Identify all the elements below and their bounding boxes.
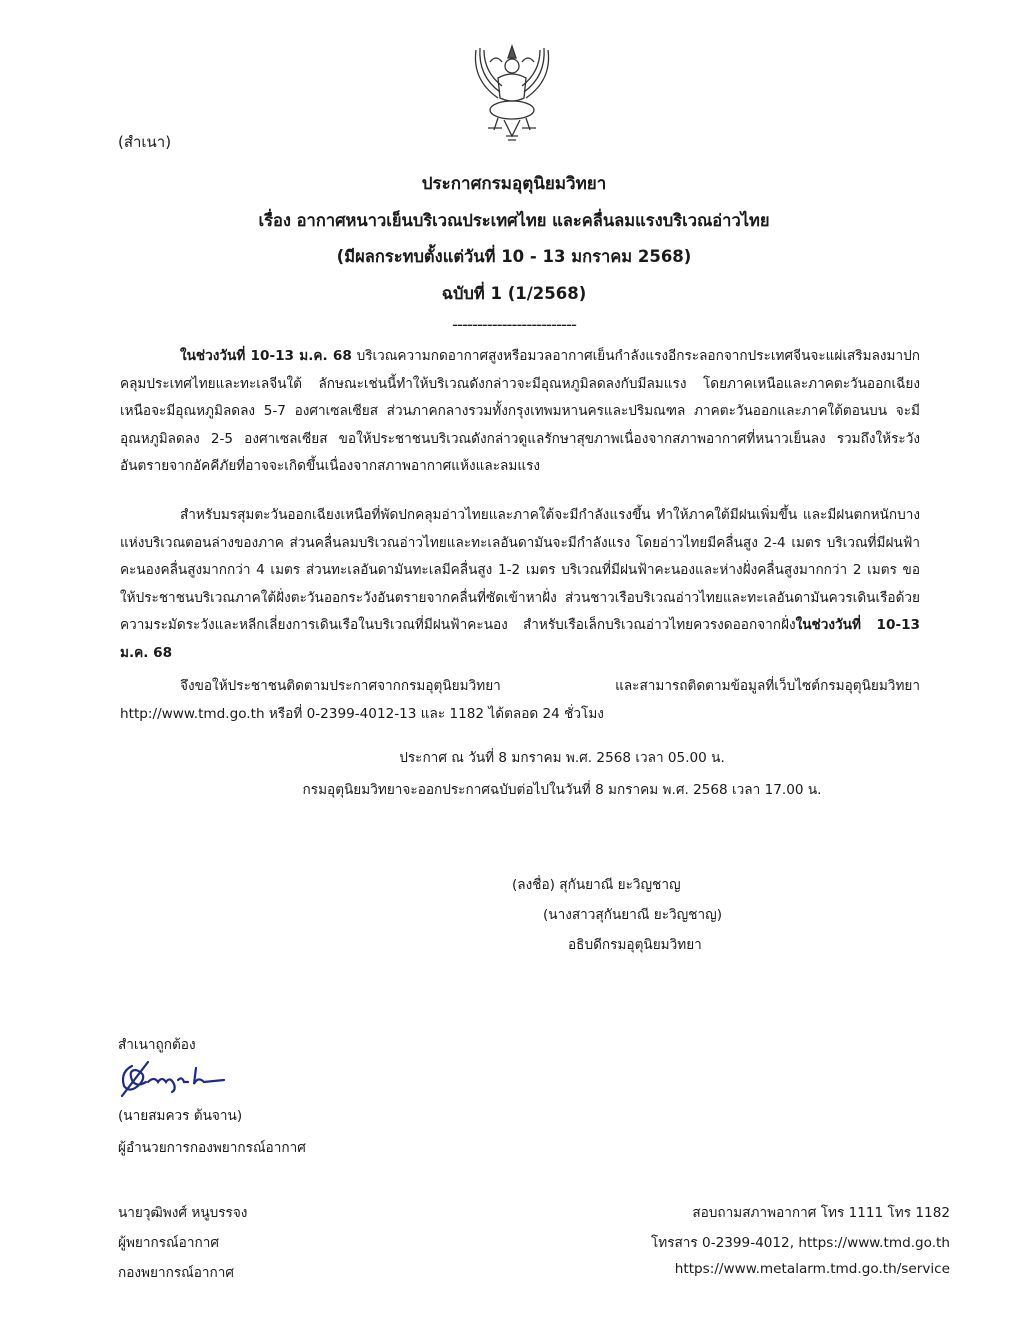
paragraph-text: สำหรับมรสุมตะวันออกเฉียงเหนือที่พัดปกคลุมอ่าวไทยและภาคใต้จะมีกำลังแรงขึ้น ทำให้ภาคใต้มีฝนเพิ่มขึ้น และมีฝนตกหนักบางแห่งบริเวณตอนล่างของภาค ส่วนคลื่นลมบริเวณอ่าวไทยและทะเลอันดามันจะมีกำลังแรง โดยอ่าวไทยมีคลื่นสูง 2-4 เมตร บริเวณที่มีฝนฟ้าคะนองคลื่นสูงมากกว่า 4 เมตร ส่วนทะเลอันดามันทะเลมีคลื่นสูง 1-2 เมตร บริเวณที่มีฝนฟ้าคะนองและห่างฝั่งคลื่นสูงมากกว่า 2 เมตร ขอให้ประชาชนบริเวณภาคใต้ฝั่งตะวันออกระวังอันตรายจากคลื่นที่ซัดเข้าหาฝั่ง ส่วนชาวเรือบริเวณอ่าวไทยและทะเลอันดามันควรเดินเรือด้วยความระมัดระวังและหลีกเลี่ยงการเดินเรือในบริเวณที่มีฝนฟ้าคะนอง สำหรับเรือเล็กบริเวณอ่าวไทยควรงดออกจากฝั่ง	[120, 507, 920, 634]
fax-and-website: โทรสาร 0-2399-4012, https://www.tmd.go.th	[650, 1235, 950, 1251]
signed-by: (ลงชื่อ) สุกันยาณี ยะวิญชาญ	[512, 877, 681, 893]
date-range-emphasis: ในช่วงวันที่ 10-13 ม.ค. 68	[180, 348, 352, 364]
certified-copy-label: สำเนาถูกต้อง	[118, 1037, 196, 1053]
copy-label: (สำเนา)	[118, 133, 172, 151]
issue-number: ฉบับที่ 1 (1/2568)	[441, 284, 587, 303]
paragraph-cold-air	[120, 343, 920, 481]
paragraph-text: บริเวณความกดอากาศสูงหรือมวลอากาศเย็นกำลังแรงอีกระลอกจากประเทศจีนจะแผ่เสริมลงมาปกคลุมประเทศไทยและทะเลจีนใต้ ลักษณะเช่นนี้ทำให้บริเวณดังกล่าวจะมีอุณหภูมิลดลงกับมีลมแรง โดยภาคเหนือและภาคตะวันออกเฉียงเหนือจะมีอุณหภูมิลดลง 5-7 องศาเซลเซียส ส่วนภาคกลางรวมทั้งกรุงเทพมหานครและปริมณฑล ภาคตะวันออกและภาคใต้ตอนบน จะมีอุณหภูมิลดลง 2-5 องศาเซลเซียส ขอให้ประชาชนบริเวณดังกล่าวดูแลรักษาสุขภาพเนื่องจากสภาพอากาศที่หนาวเย็นลง รวมถึงให้ระวังอันตรายจากอัคคีภัยที่อาจจะเกิดขึ้นเนื่องจากสภาพอากาศแห้งและลมแรง	[120, 348, 920, 475]
signatory-name: (นางสาวสุกันยาณี ยะวิญชาญ)	[543, 907, 723, 923]
forecaster-division: กองพยากรณ์อากาศ	[118, 1265, 235, 1281]
forecaster-name: นายวุฒิพงศ์ หนูบรรจง	[118, 1205, 248, 1221]
signatory-position: อธิบดีกรมอุตุนิยมวิทยา	[568, 937, 702, 953]
weather-hotline: สอบถามสภาพอากาศ โทร 1111 โทร 1182	[692, 1205, 950, 1221]
title-divider: -------------------------	[452, 315, 576, 334]
certifier-position: ผู้อำนวยการกองพยากรณ์อากาศ	[118, 1140, 306, 1156]
garuda-emblem-icon	[468, 40, 556, 144]
announcement-subject: เรื่อง อากาศหนาวเย็นบริเวณประเทศไทย และคลื่นลมแรงบริเวณอ่าวไทย	[258, 211, 770, 230]
announcement-title: ประกาศกรมอุตุนิยมวิทยา	[421, 174, 607, 194]
effective-period: (มีผลกระทบตั้งแต่วันที่ 10 - 13 มกราคม 2568)	[336, 247, 692, 266]
paragraph-monsoon-waves	[120, 502, 920, 668]
handwritten-signature-icon	[118, 1058, 228, 1098]
announced-datetime: ประกาศ ณ วันที่ 8 มกราคม พ.ศ. 2568 เวลา 05.00 น.	[399, 750, 725, 766]
forecaster-role: ผู้พยากรณ์อากาศ	[118, 1235, 219, 1251]
service-url-link[interactable]: https://www.metalarm.tmd.go.th/service	[674, 1261, 950, 1277]
paragraph-text: จึงขอให้ประชาชนติดตามประกาศจากกรมอุตุนิยมวิทยา และสามารถติดตามข้อมูลที่เว็บไซต์กรมอุตุนิยมวิทยา http://www.tmd.go.th หรือที่ 0-2399-4012-13 และ 1182 ได้ตลอด 24 ชั่วโมง	[120, 678, 920, 722]
next-issue-datetime: กรมอุตุนิยมวิทยาจะออกประกาศฉบับต่อไปในวันที่ 8 มกราคม พ.ศ. 2568 เวลา 17.00 น.	[302, 782, 822, 798]
certifier-name: (นายสมควร ต้นจาน)	[118, 1108, 243, 1124]
paragraph-contact	[120, 673, 920, 728]
date-range-emphasis: ในช่วงวันที่ 10-13 ม.ค. 68	[120, 617, 920, 661]
